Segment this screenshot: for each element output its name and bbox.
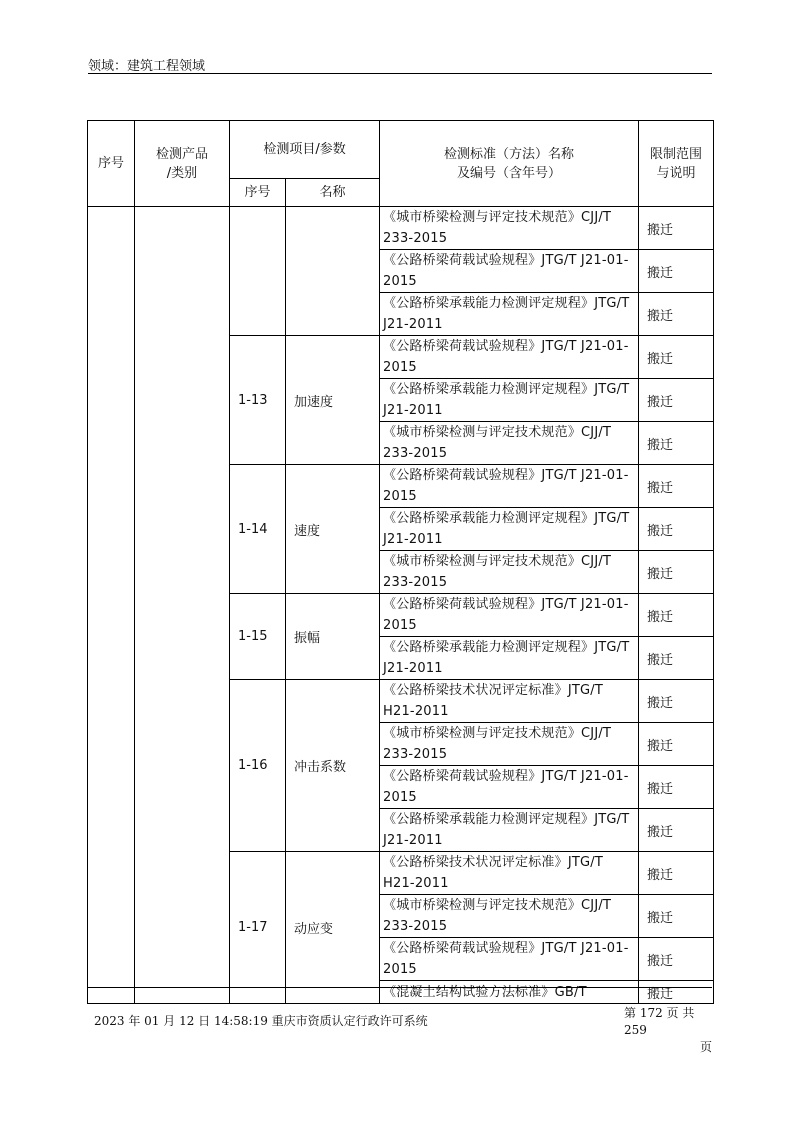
limit-cell: 搬迁 (639, 508, 714, 551)
item-no-cell: 1-16 (230, 680, 286, 852)
standard-cell: 《城市桥梁检测与评定技术规范》CJJ/T 233-2015 (380, 895, 639, 938)
standard-cell: 《公路桥梁荷载试验规程》JTG/T J21-01-2015 (380, 766, 639, 809)
standard-cell: 《城市桥梁检测与评定技术规范》CJJ/T 233-2015 (380, 723, 639, 766)
header-domain: 领域：建筑工程领域 (88, 59, 206, 74)
head-item-group: 检测项目/参数 (230, 121, 380, 179)
page-indicator-line1: 第 172 页 共 259 (624, 1006, 695, 1037)
standard-cell: 《公路桥梁技术状况评定标准》JTG/T H21-2011 (380, 680, 639, 723)
item-no-cell (230, 207, 286, 336)
limit-cell: 搬迁 (639, 723, 714, 766)
standard-cell: 《公路桥梁承载能力检测评定规程》JTG/T J21-2011 (380, 508, 639, 551)
limit-cell: 搬迁 (639, 293, 714, 336)
limit-cell: 搬迁 (639, 207, 714, 250)
standard-cell: 《公路桥梁荷载试验规程》JTG/T J21-01-2015 (380, 938, 639, 981)
item-no-cell: 1-15 (230, 594, 286, 680)
page-indicator (624, 1005, 712, 1056)
item-no-cell: 1-17 (230, 852, 286, 1004)
item-no-cell: 1-14 (230, 465, 286, 594)
limit-cell: 搬迁 (639, 379, 714, 422)
head-product: 检测产品 /类别 (135, 121, 230, 207)
limit-cell: 搬迁 (639, 852, 714, 895)
header-divider (88, 73, 712, 74)
standard-cell: 《城市桥梁检测与评定技术规范》CJJ/T 233-2015 (380, 551, 639, 594)
head-seq: 序号 (88, 121, 135, 207)
standard-cell: 《公路桥梁承载能力检测评定规程》JTG/T J21-2011 (380, 637, 639, 680)
standard-cell: 《公路桥梁荷载试验规程》JTG/T J21-01-2015 (380, 594, 639, 637)
limit-cell: 搬迁 (639, 895, 714, 938)
seq-cell (88, 207, 135, 1004)
head-item-name: 名称 (286, 179, 380, 207)
standard-cell: 《公路桥梁承载能力检测评定规程》JTG/T J21-2011 (380, 379, 639, 422)
footer-timestamp-system: 2023 年 01 月 12 日 14:58:19 重庆市资质认定行政许可系统 (94, 1014, 428, 1028)
limit-cell: 搬迁 (639, 250, 714, 293)
limit-cell: 搬迁 (639, 981, 714, 1004)
limit-cell: 搬迁 (639, 336, 714, 379)
footer-divider (88, 987, 712, 988)
item-name-cell: 速度 (286, 465, 380, 594)
standard-cell: 《公路桥梁荷载试验规程》JTG/T J21-01-2015 (380, 336, 639, 379)
standard-cell: 《公路桥梁荷载试验规程》JTG/T J21-01-2015 (380, 465, 639, 508)
limit-cell: 搬迁 (639, 637, 714, 680)
standard-cell: 《公路桥梁荷载试验规程》JTG/T J21-01-2015 (380, 250, 639, 293)
detection-table (87, 120, 714, 1004)
item-name-cell: 加速度 (286, 336, 380, 465)
item-name-cell: 动应变 (286, 852, 380, 1004)
limit-cell: 搬迁 (639, 766, 714, 809)
limit-cell: 搬迁 (639, 465, 714, 508)
standard-cell: 《公路桥梁承载能力检测评定规程》JTG/T J21-2011 (380, 293, 639, 336)
limit-cell: 搬迁 (639, 938, 714, 981)
limit-cell: 搬迁 (639, 809, 714, 852)
head-item-seq: 序号 (230, 179, 286, 207)
item-name-cell: 冲击系数 (286, 680, 380, 852)
standard-cell: 《混凝土结构试验方法标准》GB/T (380, 981, 639, 1004)
limit-cell: 搬迁 (639, 422, 714, 465)
page-indicator-line2: 页 (699, 1040, 712, 1054)
standard-cell: 《公路桥梁技术状况评定标准》JTG/T H21-2011 (380, 852, 639, 895)
limit-cell: 搬迁 (639, 551, 714, 594)
item-name-cell: 振幅 (286, 594, 380, 680)
head-standard: 检测标准（方法）名称 及编号（含年号） (380, 121, 639, 207)
item-name-cell (286, 207, 380, 336)
product-cell (135, 207, 230, 1004)
limit-cell: 搬迁 (639, 680, 714, 723)
limit-cell: 搬迁 (639, 594, 714, 637)
item-no-cell: 1-13 (230, 336, 286, 465)
standard-cell: 《城市桥梁检测与评定技术规范》CJJ/T 233-2015 (380, 207, 639, 250)
standard-cell: 《公路桥梁承载能力检测评定规程》JTG/T J21-2011 (380, 809, 639, 852)
standard-cell: 《城市桥梁检测与评定技术规范》CJJ/T 233-2015 (380, 422, 639, 465)
head-limit: 限制范围 与说明 (639, 121, 714, 207)
